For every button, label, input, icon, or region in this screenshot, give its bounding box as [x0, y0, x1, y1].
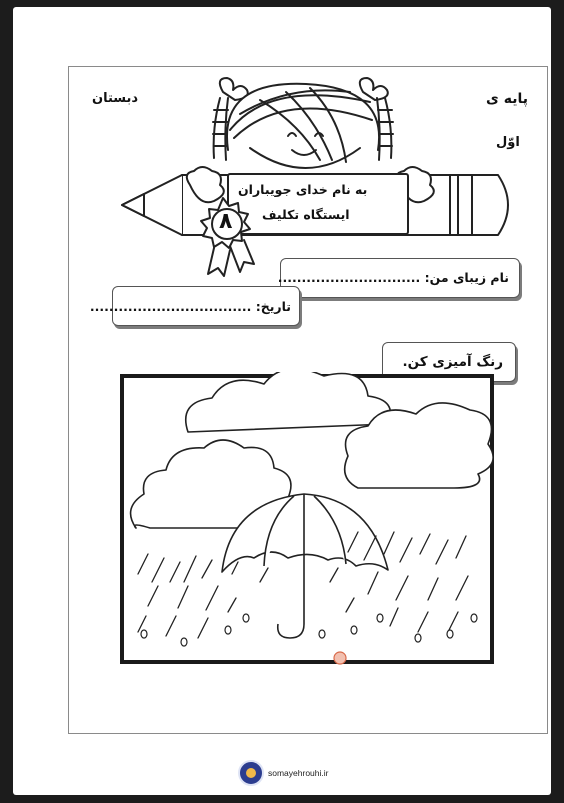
date-label: تاریخ: ..................................	[89, 299, 291, 314]
banner-title: به نام خدای جویباران	[238, 182, 368, 197]
rain-umbrella-coloring-picture	[118, 372, 498, 668]
name-label: نام زیبای من: ..............................	[277, 270, 509, 285]
banner-subtitle: ایستگاه تکلیف	[262, 207, 350, 222]
footer-watermark	[238, 759, 328, 787]
name-field	[277, 258, 520, 298]
grade-value: اوّل	[496, 135, 520, 150]
grade-label: پایه ی	[486, 91, 528, 107]
date-field	[89, 286, 300, 326]
girl-pencil-illustration	[110, 70, 520, 280]
school-label: دبستان	[92, 91, 139, 106]
station-number: ۸	[219, 209, 233, 234]
site-logo-icon	[238, 760, 264, 786]
instruction-text: رنگ آمیزی کن.	[402, 354, 503, 370]
site-url: somayehrouhi.ir	[268, 768, 329, 778]
